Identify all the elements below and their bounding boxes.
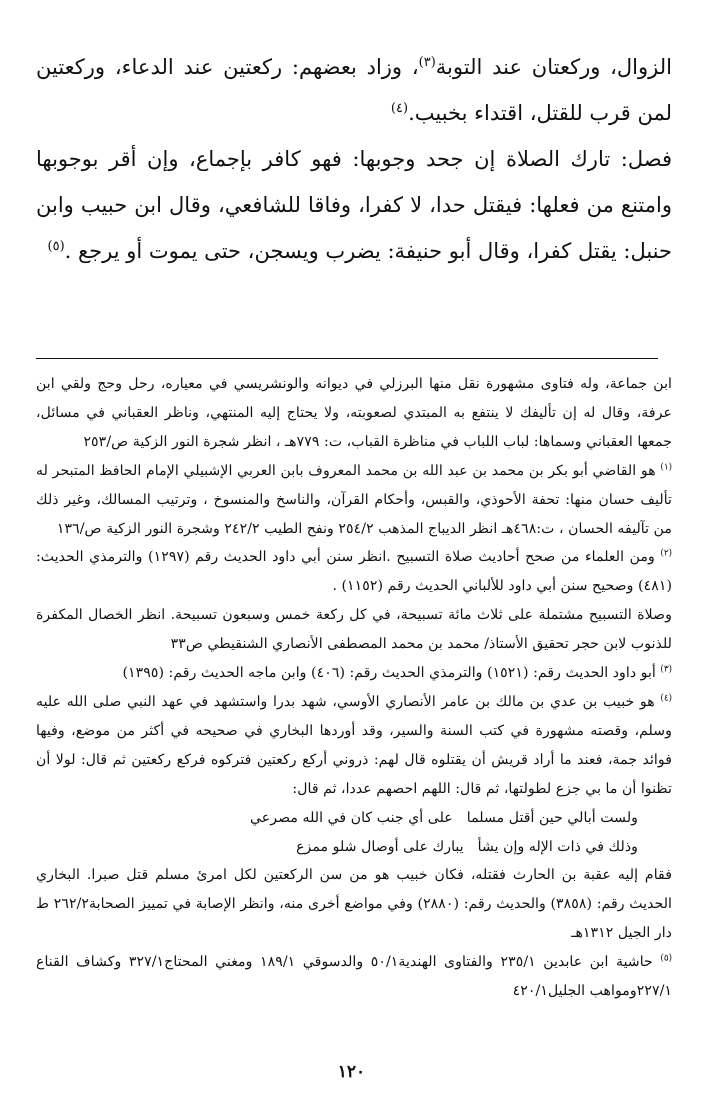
footnote-4-marker: (٤) [660,693,672,704]
footnote-2-continued-text: وصلاة التسبيح مشتملة على ثلاث مائة تسبيحة، في كل ركعة خمس وسبعون تسبيحة. انظر الخصال المكفرة للذنوب لابن حجر تحقيق الأستاذ/ محمد بن محمد المصطفى الأنصاري الشنقيطي ص٣٣ [36,607,672,653]
poem-verse-2-first-half: وذلك في ذات الإله وإن يشأ [477,838,638,855]
footnote-divider [36,358,658,359]
footnote-continued-text: ابن جماعة، وله فتاوى مشهورة نقل منها البرزلي في ديوانه والونشريسي في معياره، رحل وحج ولقي ابن عرفة، وقال له إن تأليفك لا ينتفع به المبتدي لصعوبته، ولا يحتاج إليه المنتهي، وناظر العقباني في مسائل، جمعها العقباني وسماها: لباب اللباب في مناظرة القباب، ت: ٧٧٩هـ ، انظر شجرة النور الزكية ص/٢٥٣ [36,376,672,450]
footnote-3-text: أبو داود الحديث رقم: (١٥٢١) والترمذي الحديث رقم: (٤٠٦) وابن ماجه الحديث رقم: (١٣٩٥) [122,665,656,682]
poem-verse-1-first-half: ولست أبالي حين أقتل مسلما [466,809,638,826]
footnote-4-continued [36,861,672,948]
poem-verse-2-second-half: يبارك على أوصال شلو ممزع [296,838,464,855]
footnote-ref-4: (٤) [390,101,409,116]
footnote-1 [36,457,672,544]
footnote-2-marker: (٢) [660,548,672,559]
footnote-1-marker: (١) [660,461,673,472]
footnote-5-marker: (٥) [660,953,672,964]
footnote-3-marker: (٣) [660,664,672,675]
section-text: فصل: تارك الصلاة إن جحد وجوبها: فهو كافر بإجماع، وإن أقر بوجوبها وامتنع من فعلها: فيقتل حدا، لا كفرا، وفاقا للشافعي، وقال ابن حبيب وابن حنبل: يقتل كفرا، وقال أبو حنيفة: يضرب ويسجن، حتى يموت أو يرجع . [36,147,672,263]
footnote-5 [36,948,672,1006]
paragraph-section-abandoning-prayer [36,136,672,274]
page-number: ١٢٠ [337,1062,366,1082]
footnote-ref-5: (٥) [47,239,65,254]
footnote-5-text: حاشية ابن عابدين ٢٣٥/١ والفتاوى الهندية٥٠/١ والدسوقي ١٨٩/١ ومغني المحتاج٣٢٧/١ وكشاف القناع ٢٢٧/١ومواهب الجليل٤٢٠/١ [36,954,672,1000]
main-text-block [36,44,672,274]
poem-verse-2 [36,833,672,862]
footnote-ref-3: (٣) [418,55,436,70]
poem-verse-1 [36,804,672,833]
footnotes-block [36,370,672,1006]
footnote-4 [36,688,672,804]
footnote-1-text: هو القاضي أبو بكر بن محمد بن عبد الله بن محمد المعروف بابن العربي الإشبيلي الإمام الحافظ المتبحر له تأليف حسان منها: تحفة الأحوذي، والقبس، وأحكام القرآن، والناسخ والمنسوخ ، وترتيب المسالك، وغير ذلك من تآليفه الحسان ، ت:٤٦٨هـ انظر الديباج المذهب ٢٥٤/٢ ونفح الطيب ٢٤٢/٢ وشجرة النور الزكية ص/١٣٦ [36,462,672,537]
poem-verse-1-second-half: على أي جنب كان في الله مصرعي [249,809,453,826]
footnote-2-continued [36,601,672,659]
footnote-4-continued-text: فقام إليه عقبة بن الحارث فقتله، فكان خبيب هو من سن الركعتين لكل امرئ مسلم قتل صبرا. البخاري الحديث رقم: (٣٨٥٨) والحديث رقم: (٢٨٨٠) وفي مواضع أخرى منه، وانظر الإصابة في تمييز الصحابة٢٦٢/٢ ط دار الجيل ١٣١٢هـ [36,867,672,942]
footnote-3 [36,659,672,688]
paragraph-prayers-text-continued: ، وزاد بعضهم: ركعتين عند الدعاء، وركعتين لمن قرب للقتل، اقتداء بخبيب. [36,55,672,125]
footnote-continued [36,370,672,457]
paragraph-prayers [36,44,672,136]
footnote-2 [36,543,672,601]
paragraph-prayers-text: الزوال، وركعتان عند التوبة [435,55,672,79]
footnote-2-text: ومن العلماء من صحح أحاديث صلاة التسبيح .انظر سنن أبي داود الحديث رقم (١٢٩٧) والترمذي الحديث: (٤٨١) وصحيح سنن أبي داود للألباني الحديث رقم (١١٥٢) . [36,549,672,595]
footnote-4-text: هو خبيب بن عدي بن مالك بن عامر الأنصاري الأوسي، شهد بدرا واستشهد في عهد النبي صلى الله عليه وسلم، وقصته مشهورة في كتب السنة والسير، وقد أوردها البخاري في صحيحه في أكثر من موضع، وفيها فوائد جمة، فعند ما أراد قريش أن يقتلوه قال لهم: ذروني أركع ركعتين فتركوه فركع ركعتين ثم قال: لولا أن تظنوا أن ما بي جزع لطولتها، ثم قال: اللهم احصهم عددا، ثم قال: [36,693,672,797]
